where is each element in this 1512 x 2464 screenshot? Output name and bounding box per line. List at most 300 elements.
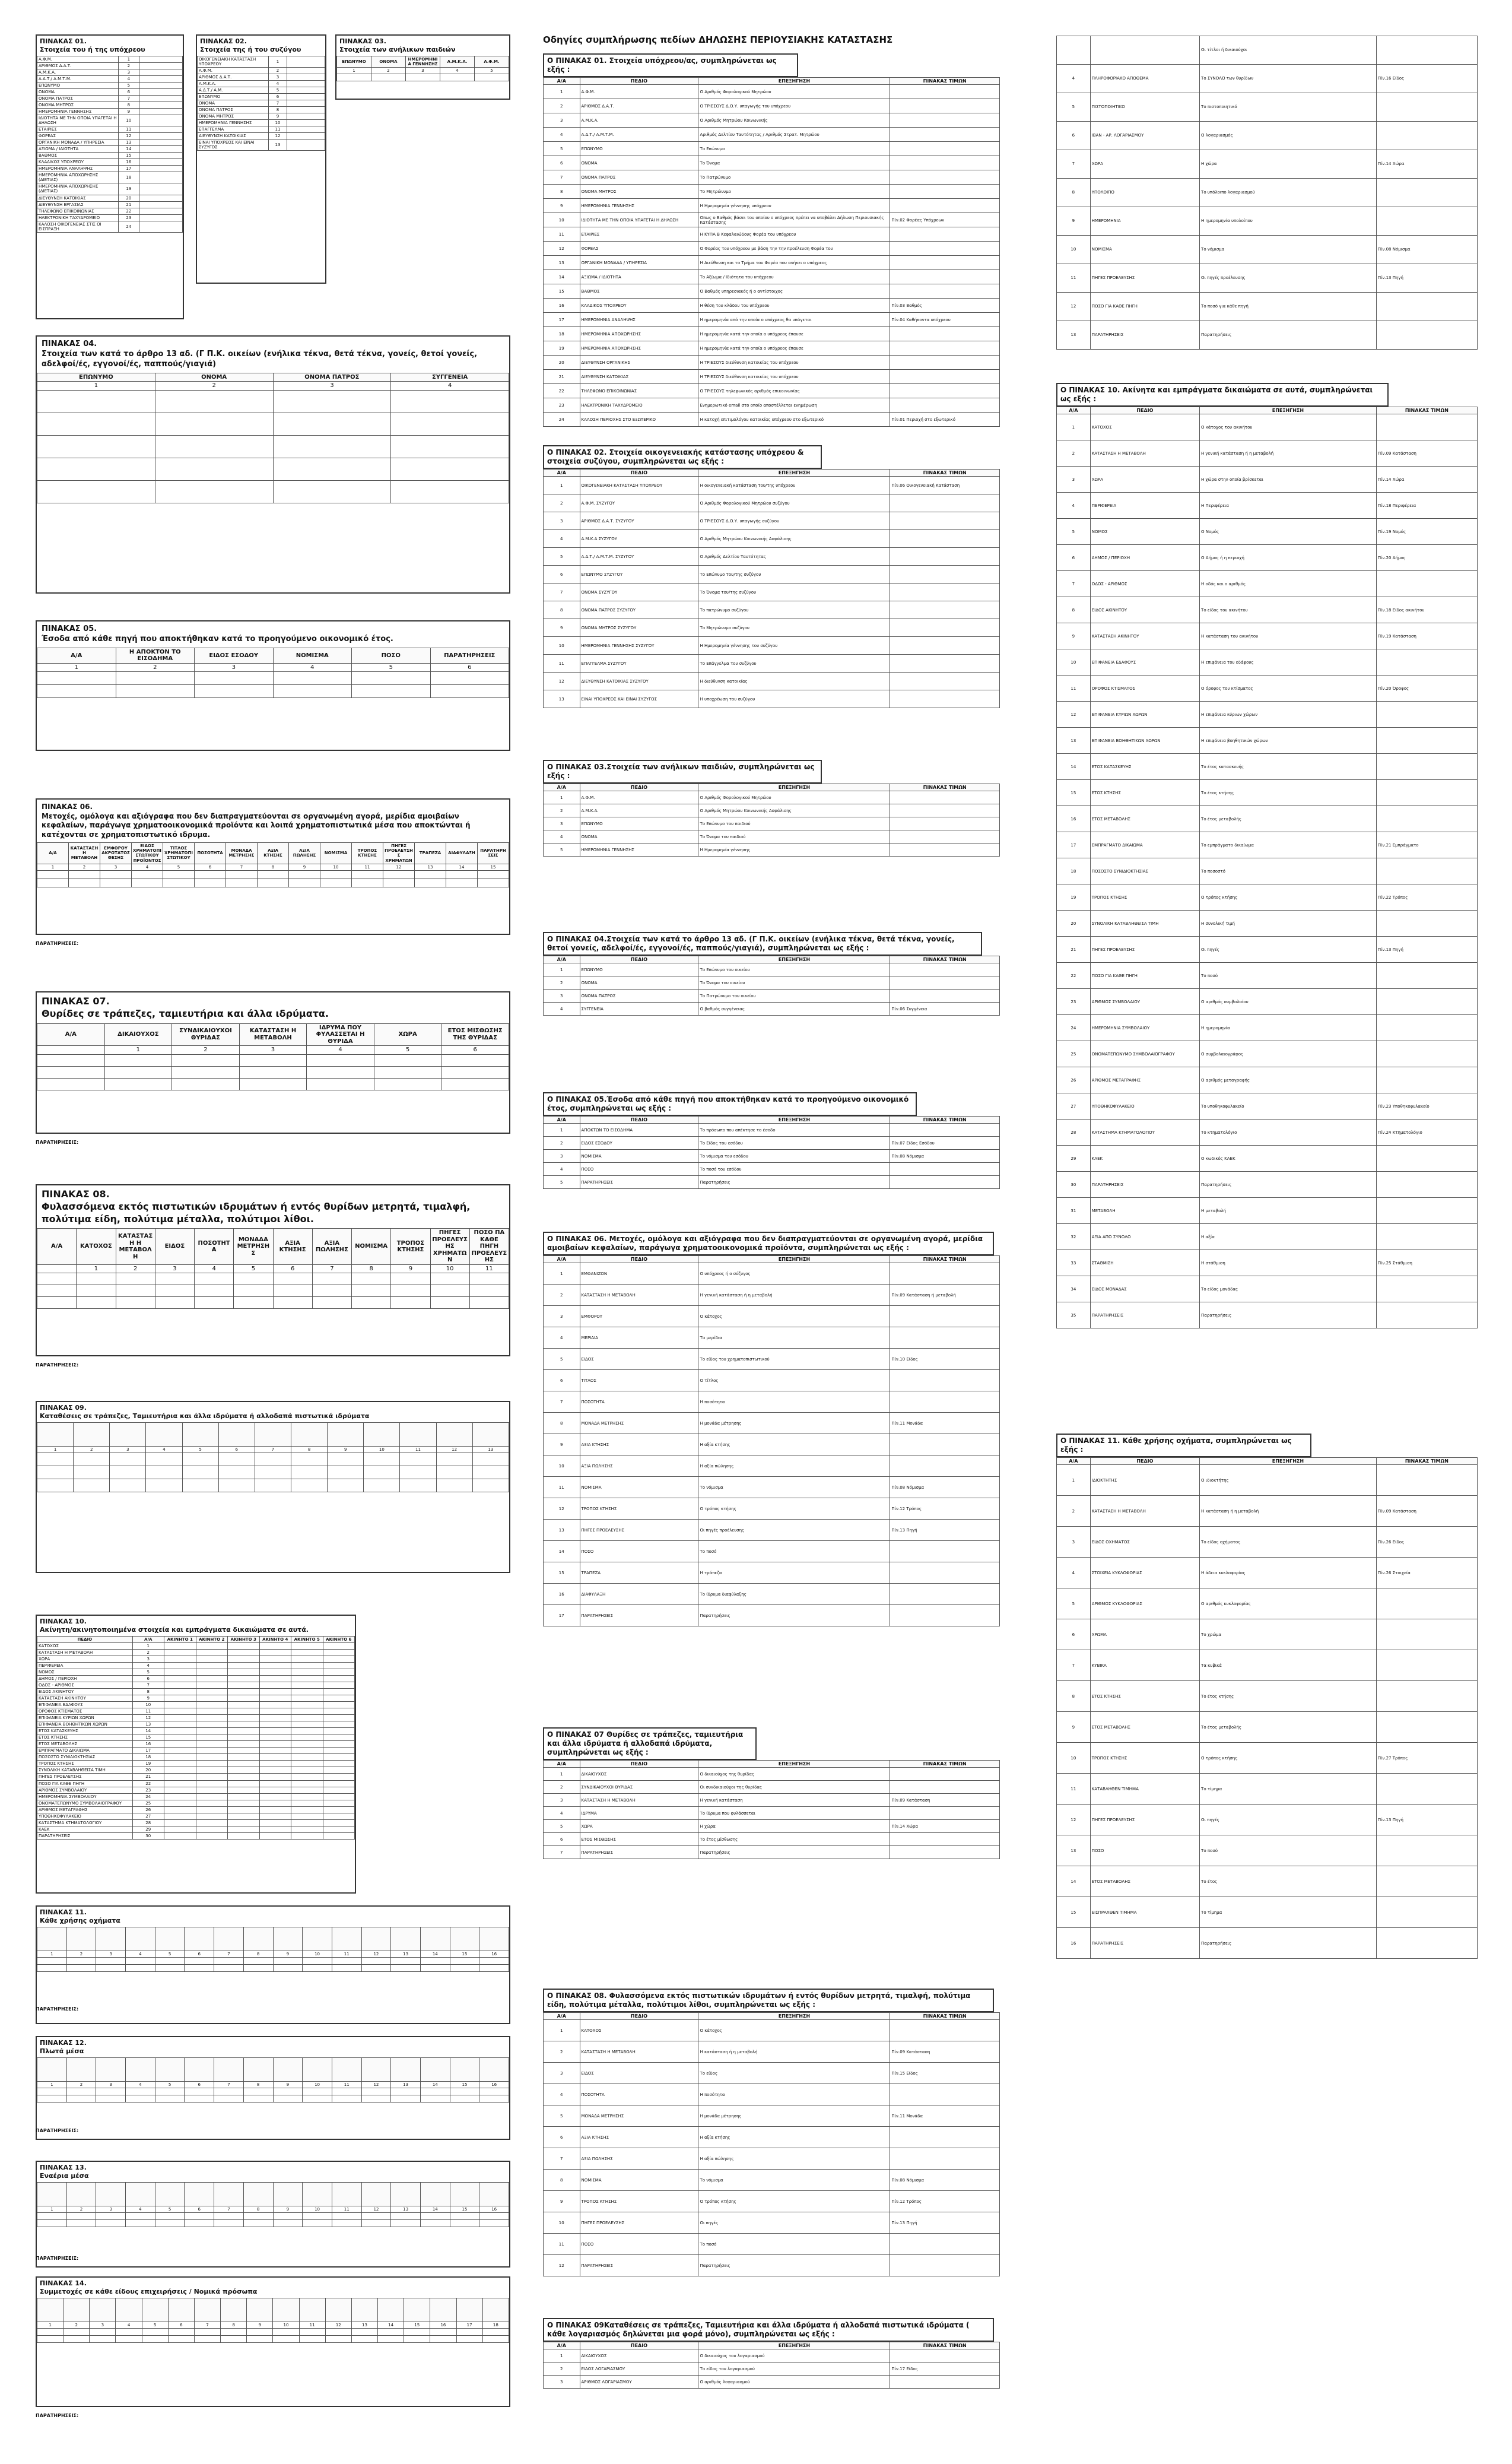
value-cell[interactable] — [164, 1682, 196, 1688]
value-cell[interactable] — [456, 2335, 482, 2342]
value-cell[interactable] — [100, 870, 132, 879]
value-cell[interactable] — [289, 870, 320, 879]
value-cell[interactable] — [273, 2095, 303, 2102]
value-cell[interactable] — [323, 1695, 355, 1701]
value-cell[interactable] — [139, 201, 183, 208]
value-cell[interactable] — [291, 1479, 327, 1492]
value-cell[interactable] — [291, 1826, 323, 1832]
value-cell[interactable] — [364, 1453, 400, 1466]
value-cell[interactable] — [228, 1721, 260, 1728]
value-cell[interactable] — [37, 480, 155, 503]
value-cell[interactable] — [139, 208, 183, 214]
value-cell[interactable] — [164, 1734, 196, 1741]
value-cell[interactable] — [441, 1078, 509, 1090]
value-cell[interactable] — [228, 1793, 260, 1800]
value-cell[interactable] — [139, 126, 183, 133]
value-cell[interactable] — [291, 1800, 323, 1806]
value-cell[interactable] — [37, 390, 155, 413]
value-cell[interactable] — [469, 1273, 509, 1285]
value-cell[interactable] — [243, 2212, 273, 2219]
value-cell[interactable] — [196, 1682, 228, 1688]
value-cell[interactable] — [258, 870, 289, 879]
value-cell[interactable] — [400, 1466, 436, 1479]
value-cell[interactable] — [323, 1793, 355, 1800]
value-cell[interactable] — [255, 1466, 291, 1479]
value-cell[interactable] — [259, 1682, 291, 1688]
value-cell[interactable] — [291, 1642, 323, 1649]
value-cell[interactable] — [218, 1466, 255, 1479]
value-cell[interactable] — [391, 1273, 430, 1285]
value-cell[interactable] — [478, 879, 509, 887]
value-cell[interactable] — [420, 2212, 450, 2219]
value-cell[interactable] — [139, 172, 183, 183]
value-cell[interactable] — [441, 1066, 509, 1078]
value-cell[interactable] — [196, 1780, 228, 1787]
value-cell[interactable] — [37, 1479, 74, 1492]
value-cell[interactable] — [273, 1273, 312, 1285]
value-cell[interactable] — [37, 458, 155, 480]
value-cell[interactable] — [116, 2328, 142, 2335]
value-cell[interactable] — [291, 1813, 323, 1819]
value-cell[interactable] — [66, 2095, 96, 2102]
value-cell[interactable] — [303, 1964, 332, 1971]
value-cell[interactable] — [196, 1826, 228, 1832]
value-cell[interactable] — [116, 1285, 155, 1297]
value-cell[interactable] — [287, 126, 325, 133]
value-cell[interactable] — [164, 1695, 196, 1701]
value-cell[interactable] — [323, 1748, 355, 1754]
value-cell[interactable] — [195, 1273, 234, 1285]
value-cell[interactable] — [228, 1701, 260, 1708]
value-cell[interactable] — [243, 1957, 273, 1964]
value-cell[interactable] — [243, 2219, 273, 2227]
value-cell[interactable] — [139, 214, 183, 221]
value-cell[interactable] — [420, 1964, 450, 1971]
value-cell[interactable] — [96, 1964, 126, 1971]
value-cell[interactable] — [323, 1734, 355, 1741]
value-cell[interactable] — [332, 1964, 361, 1971]
value-cell[interactable] — [383, 879, 415, 887]
value-cell[interactable] — [259, 1793, 291, 1800]
value-cell[interactable] — [440, 74, 475, 81]
value-cell[interactable] — [273, 1964, 303, 1971]
value-cell[interactable] — [168, 2335, 194, 2342]
value-cell[interactable] — [139, 133, 183, 139]
value-cell[interactable] — [104, 1078, 172, 1090]
value-cell[interactable] — [195, 685, 274, 698]
value-cell[interactable] — [328, 1479, 364, 1492]
value-cell[interactable] — [273, 2088, 303, 2095]
value-cell[interactable] — [37, 1964, 67, 1971]
value-cell[interactable] — [228, 1675, 260, 1682]
value-cell[interactable] — [361, 2088, 391, 2095]
value-cell[interactable] — [436, 1453, 472, 1466]
value-cell[interactable] — [404, 2335, 430, 2342]
value-cell[interactable] — [243, 2088, 273, 2095]
value-cell[interactable] — [164, 1780, 196, 1787]
value-cell[interactable] — [323, 1780, 355, 1787]
value-cell[interactable] — [323, 1761, 355, 1767]
value-cell[interactable] — [287, 133, 325, 139]
value-cell[interactable] — [164, 1715, 196, 1721]
value-cell[interactable] — [259, 1741, 291, 1748]
value-cell[interactable] — [155, 1273, 194, 1285]
value-cell[interactable] — [218, 1453, 255, 1466]
value-cell[interactable] — [37, 1957, 67, 1964]
value-cell[interactable] — [196, 1649, 228, 1656]
value-cell[interactable] — [234, 1285, 273, 1297]
value-cell[interactable] — [228, 1649, 260, 1656]
value-cell[interactable] — [479, 2095, 509, 2102]
value-cell[interactable] — [328, 1466, 364, 1479]
value-cell[interactable] — [291, 1669, 323, 1675]
value-cell[interactable] — [116, 1273, 155, 1285]
value-cell[interactable] — [291, 1682, 323, 1688]
value-cell[interactable] — [164, 1701, 196, 1708]
value-cell[interactable] — [325, 2328, 351, 2335]
value-cell[interactable] — [273, 458, 391, 480]
value-cell[interactable] — [126, 2095, 155, 2102]
value-cell[interactable] — [258, 879, 289, 887]
value-cell[interactable] — [259, 1806, 291, 1813]
value-cell[interactable] — [420, 2095, 450, 2102]
value-cell[interactable] — [221, 2335, 247, 2342]
value-cell[interactable] — [228, 1780, 260, 1787]
value-cell[interactable] — [299, 2328, 325, 2335]
value-cell[interactable] — [259, 1767, 291, 1774]
value-cell[interactable] — [139, 153, 183, 159]
value-cell[interactable] — [320, 870, 352, 879]
value-cell[interactable] — [139, 159, 183, 166]
value-cell[interactable] — [163, 870, 195, 879]
value-cell[interactable] — [323, 1800, 355, 1806]
value-cell[interactable] — [66, 2219, 96, 2227]
value-cell[interactable] — [228, 1741, 260, 1748]
value-cell[interactable] — [482, 2328, 509, 2335]
value-cell[interactable] — [228, 1787, 260, 1793]
value-cell[interactable] — [303, 2095, 332, 2102]
value-cell[interactable] — [291, 1793, 323, 1800]
value-cell[interactable] — [63, 2328, 90, 2335]
value-cell[interactable] — [307, 1078, 374, 1090]
value-cell[interactable] — [332, 2088, 361, 2095]
value-cell[interactable] — [469, 1285, 509, 1297]
value-cell[interactable] — [472, 1453, 509, 1466]
value-cell[interactable] — [352, 1285, 391, 1297]
value-cell[interactable] — [196, 1662, 228, 1669]
value-cell[interactable] — [323, 1682, 355, 1688]
value-cell[interactable] — [196, 1741, 228, 1748]
value-cell[interactable] — [126, 2212, 155, 2219]
value-cell[interactable] — [228, 1662, 260, 1669]
value-cell[interactable] — [74, 1466, 110, 1479]
value-cell[interactable] — [287, 113, 325, 119]
value-cell[interactable] — [287, 80, 325, 87]
value-cell[interactable] — [37, 435, 155, 458]
value-cell[interactable] — [259, 1649, 291, 1656]
value-cell[interactable] — [323, 1688, 355, 1695]
value-cell[interactable] — [404, 2328, 430, 2335]
value-cell[interactable] — [391, 2095, 421, 2102]
value-cell[interactable] — [96, 2219, 126, 2227]
value-cell[interactable] — [391, 2212, 421, 2219]
value-cell[interactable] — [185, 2212, 214, 2219]
value-cell[interactable] — [139, 183, 183, 195]
value-cell[interactable] — [450, 2095, 479, 2102]
value-cell[interactable] — [214, 2088, 244, 2095]
value-cell[interactable] — [195, 672, 274, 685]
value-cell[interactable] — [273, 1297, 312, 1309]
value-cell[interactable] — [291, 1695, 323, 1701]
value-cell[interactable] — [472, 1479, 509, 1492]
value-cell[interactable] — [287, 87, 325, 93]
value-cell[interactable] — [139, 95, 183, 102]
value-cell[interactable] — [74, 1453, 110, 1466]
value-cell[interactable] — [100, 879, 132, 887]
value-cell[interactable] — [228, 1819, 260, 1826]
value-cell[interactable] — [450, 2088, 479, 2095]
value-cell[interactable] — [37, 1466, 74, 1479]
value-cell[interactable] — [273, 413, 391, 435]
value-cell[interactable] — [361, 2095, 391, 2102]
value-cell[interactable] — [228, 1688, 260, 1695]
value-cell[interactable] — [323, 1669, 355, 1675]
value-cell[interactable] — [164, 1787, 196, 1793]
value-cell[interactable] — [400, 1453, 436, 1466]
value-cell[interactable] — [287, 93, 325, 100]
value-cell[interactable] — [214, 1964, 244, 1971]
value-cell[interactable] — [228, 1695, 260, 1701]
value-cell[interactable] — [195, 879, 226, 887]
value-cell[interactable] — [139, 166, 183, 172]
value-cell[interactable] — [323, 1721, 355, 1728]
value-cell[interactable] — [259, 1832, 291, 1839]
value-cell[interactable] — [116, 685, 195, 698]
value-cell[interactable] — [155, 390, 273, 413]
value-cell[interactable] — [332, 2219, 361, 2227]
value-cell[interactable] — [228, 1813, 260, 1819]
value-cell[interactable] — [155, 2088, 185, 2095]
value-cell[interactable] — [323, 1662, 355, 1669]
value-cell[interactable] — [196, 1748, 228, 1754]
value-cell[interactable] — [196, 1734, 228, 1741]
value-cell[interactable] — [126, 2219, 155, 2227]
value-cell[interactable] — [479, 2219, 509, 2227]
value-cell[interactable] — [273, 2219, 303, 2227]
value-cell[interactable] — [196, 1832, 228, 1839]
value-cell[interactable] — [391, 1957, 421, 1964]
value-cell[interactable] — [323, 1741, 355, 1748]
value-cell[interactable] — [328, 1453, 364, 1466]
value-cell[interactable] — [259, 1826, 291, 1832]
value-cell[interactable] — [155, 1957, 185, 1964]
value-cell[interactable] — [164, 1748, 196, 1754]
value-cell[interactable] — [194, 2328, 220, 2335]
value-cell[interactable] — [77, 1273, 116, 1285]
value-cell[interactable] — [247, 2335, 273, 2342]
value-cell[interactable] — [374, 1054, 441, 1066]
value-cell[interactable] — [323, 1774, 355, 1780]
value-cell[interactable] — [196, 1806, 228, 1813]
value-cell[interactable] — [146, 1479, 182, 1492]
value-cell[interactable] — [291, 1649, 323, 1656]
value-cell[interactable] — [228, 1669, 260, 1675]
value-cell[interactable] — [430, 672, 509, 685]
value-cell[interactable] — [479, 1964, 509, 1971]
value-cell[interactable] — [164, 1774, 196, 1780]
value-cell[interactable] — [361, 1957, 391, 1964]
value-cell[interactable] — [155, 2095, 185, 2102]
value-cell[interactable] — [291, 1721, 323, 1728]
value-cell[interactable] — [139, 82, 183, 88]
value-cell[interactable] — [172, 1054, 240, 1066]
value-cell[interactable] — [391, 458, 509, 480]
value-cell[interactable] — [312, 1285, 351, 1297]
value-cell[interactable] — [37, 1297, 77, 1309]
value-cell[interactable] — [391, 1285, 430, 1297]
value-cell[interactable] — [185, 2088, 214, 2095]
value-cell[interactable] — [273, 672, 352, 685]
value-cell[interactable] — [374, 1066, 441, 1078]
value-cell[interactable] — [228, 1715, 260, 1721]
value-cell[interactable] — [116, 1297, 155, 1309]
value-cell[interactable] — [196, 1701, 228, 1708]
value-cell[interactable] — [139, 56, 183, 62]
value-cell[interactable] — [291, 1656, 323, 1662]
value-cell[interactable] — [228, 1774, 260, 1780]
value-cell[interactable] — [303, 2088, 332, 2095]
value-cell[interactable] — [139, 102, 183, 108]
value-cell[interactable] — [196, 1761, 228, 1767]
value-cell[interactable] — [291, 1767, 323, 1774]
value-cell[interactable] — [323, 1832, 355, 1839]
value-cell[interactable] — [430, 2335, 456, 2342]
value-cell[interactable] — [446, 870, 478, 879]
value-cell[interactable] — [69, 870, 100, 879]
value-cell[interactable] — [436, 1466, 472, 1479]
value-cell[interactable] — [391, 1964, 421, 1971]
value-cell[interactable] — [378, 2335, 404, 2342]
value-cell[interactable] — [259, 1701, 291, 1708]
value-cell[interactable] — [323, 1675, 355, 1682]
value-cell[interactable] — [482, 2335, 509, 2342]
value-cell[interactable] — [228, 1734, 260, 1741]
value-cell[interactable] — [164, 1669, 196, 1675]
value-cell[interactable] — [77, 1285, 116, 1297]
value-cell[interactable] — [185, 1957, 214, 1964]
value-cell[interactable] — [406, 74, 440, 81]
value-cell[interactable] — [287, 106, 325, 113]
value-cell[interactable] — [164, 1813, 196, 1819]
value-cell[interactable] — [96, 2095, 126, 2102]
value-cell[interactable] — [259, 1800, 291, 1806]
value-cell[interactable] — [351, 2335, 377, 2342]
value-cell[interactable] — [163, 879, 195, 887]
value-cell[interactable] — [259, 1774, 291, 1780]
value-cell[interactable] — [195, 1285, 234, 1297]
value-cell[interactable] — [195, 870, 226, 879]
value-cell[interactable] — [164, 1832, 196, 1839]
value-cell[interactable] — [259, 1708, 291, 1715]
value-cell[interactable] — [228, 1806, 260, 1813]
value-cell[interactable] — [450, 2219, 479, 2227]
value-cell[interactable] — [259, 1728, 291, 1734]
value-cell[interactable] — [303, 1957, 332, 1964]
value-cell[interactable] — [259, 1787, 291, 1793]
value-cell[interactable] — [37, 672, 116, 685]
value-cell[interactable] — [155, 1964, 185, 1971]
value-cell[interactable] — [139, 69, 183, 75]
value-cell[interactable] — [168, 2328, 194, 2335]
value-cell[interactable] — [182, 1479, 218, 1492]
value-cell[interactable] — [247, 2328, 273, 2335]
value-cell[interactable] — [172, 1078, 240, 1090]
value-cell[interactable] — [287, 67, 325, 74]
value-cell[interactable] — [337, 74, 371, 81]
value-cell[interactable] — [90, 2328, 116, 2335]
value-cell[interactable] — [228, 1656, 260, 1662]
value-cell[interactable] — [239, 1078, 307, 1090]
value-cell[interactable] — [479, 2212, 509, 2219]
value-cell[interactable] — [361, 2219, 391, 2227]
value-cell[interactable] — [37, 1066, 105, 1078]
value-cell[interactable] — [430, 1273, 469, 1285]
value-cell[interactable] — [139, 88, 183, 95]
value-cell[interactable] — [446, 879, 478, 887]
value-cell[interactable] — [164, 1649, 196, 1656]
value-cell[interactable] — [289, 879, 320, 887]
value-cell[interactable] — [291, 1748, 323, 1754]
value-cell[interactable] — [259, 1754, 291, 1761]
value-cell[interactable] — [291, 1754, 323, 1761]
value-cell[interactable] — [37, 1453, 74, 1466]
value-cell[interactable] — [196, 1800, 228, 1806]
value-cell[interactable] — [139, 62, 183, 69]
value-cell[interactable] — [259, 1813, 291, 1819]
value-cell[interactable] — [196, 1767, 228, 1774]
value-cell[interactable] — [37, 879, 69, 887]
value-cell[interactable] — [90, 2335, 116, 2342]
value-cell[interactable] — [361, 1964, 391, 1971]
value-cell[interactable] — [273, 480, 391, 503]
value-cell[interactable] — [194, 2335, 220, 2342]
value-cell[interactable] — [364, 1479, 400, 1492]
value-cell[interactable] — [273, 1285, 312, 1297]
value-cell[interactable] — [287, 74, 325, 80]
value-cell[interactable] — [126, 1964, 155, 1971]
value-cell[interactable] — [420, 1957, 450, 1964]
value-cell[interactable] — [74, 1479, 110, 1492]
value-cell[interactable] — [352, 685, 431, 698]
value-cell[interactable] — [164, 1642, 196, 1649]
value-cell[interactable] — [259, 1780, 291, 1787]
value-cell[interactable] — [66, 1964, 96, 1971]
value-cell[interactable] — [142, 2328, 168, 2335]
value-cell[interactable] — [323, 1787, 355, 1793]
value-cell[interactable] — [420, 2088, 450, 2095]
value-cell[interactable] — [255, 1479, 291, 1492]
value-cell[interactable] — [239, 1066, 307, 1078]
value-cell[interactable] — [228, 1642, 260, 1649]
value-cell[interactable] — [228, 1754, 260, 1761]
value-cell[interactable] — [351, 2328, 377, 2335]
value-cell[interactable] — [126, 1957, 155, 1964]
value-cell[interactable] — [323, 1813, 355, 1819]
value-cell[interactable] — [66, 2212, 96, 2219]
value-cell[interactable] — [243, 1964, 273, 1971]
value-cell[interactable] — [259, 1819, 291, 1826]
value-cell[interactable] — [323, 1649, 355, 1656]
